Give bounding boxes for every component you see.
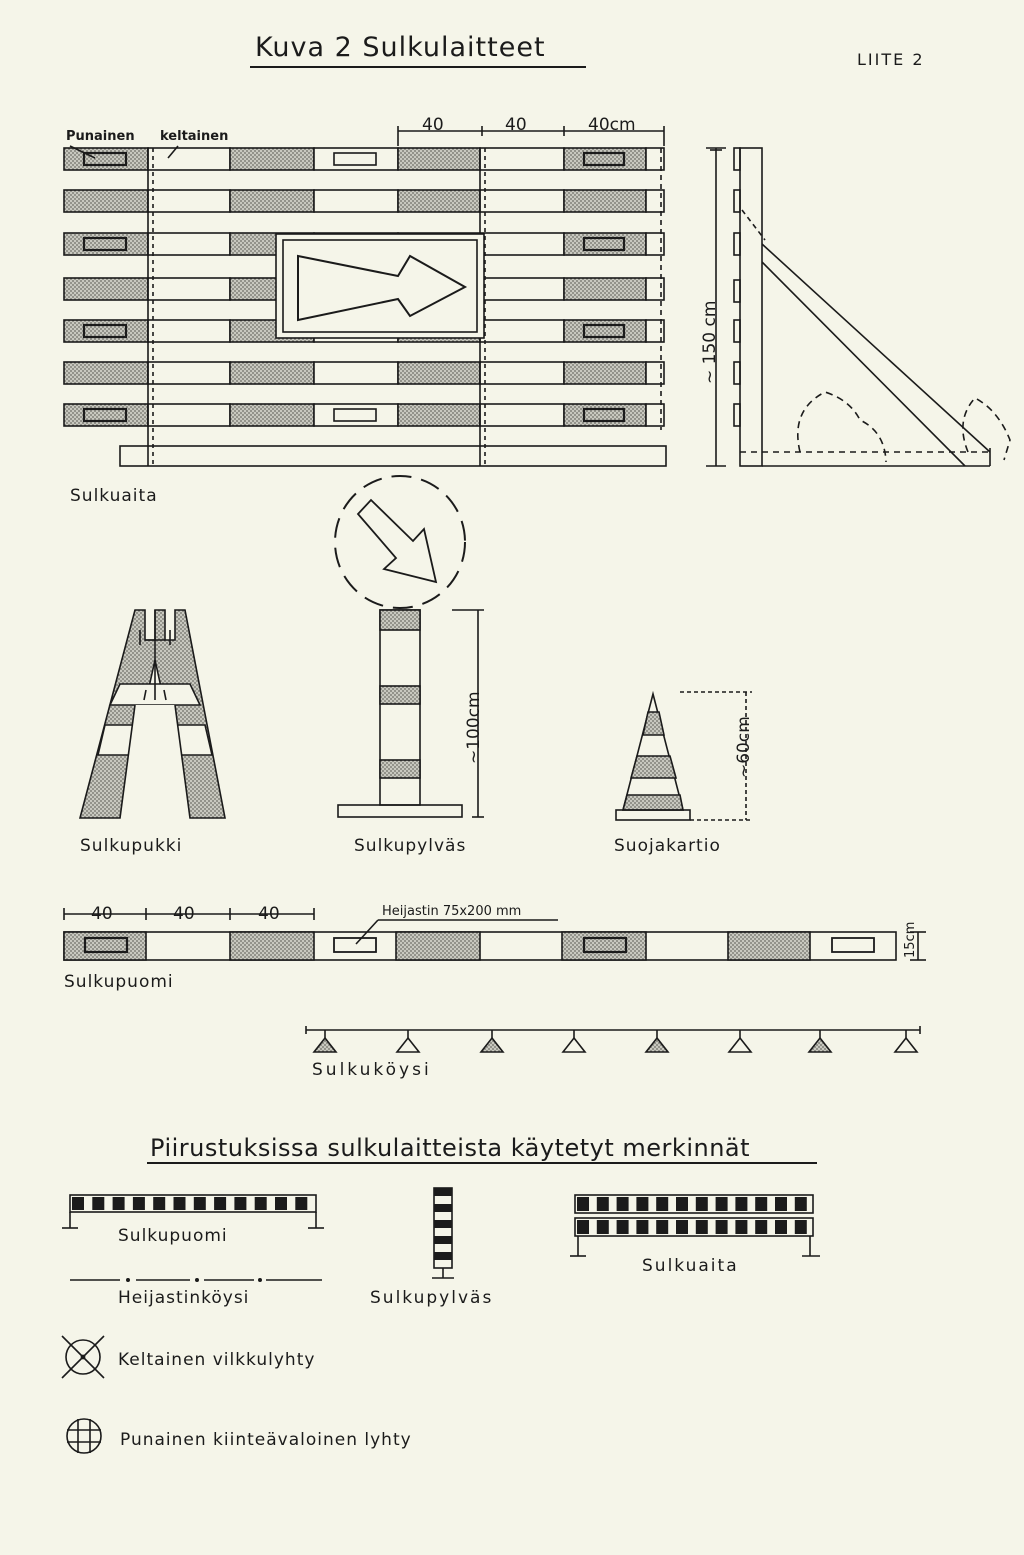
boom-caption: Sulkupuomi [64,972,174,992]
fence-dimension-3: 40cm [588,115,636,135]
page-title: Kuva 2 Sulkulaitteet [255,32,546,63]
trestle-caption: Sulkupukki [80,836,183,856]
yellow-flashing-light-icon [62,1336,104,1378]
rope-drawing [306,1026,920,1052]
rope-caption: Sulkuköysi [312,1060,432,1080]
boom-dimension-1: 40 [91,904,113,924]
legend-title: Piirustuksissa sulkulaitteista käytetyt merkinnät [150,1134,751,1162]
cone-drawing [616,692,752,820]
fence-caption: Sulkuaita [70,486,158,506]
fence-dimension-1: 40 [422,115,444,135]
legend-red-light-label: Punainen kiinteävaloinen lyhty [120,1430,412,1450]
legend-fence-label: Sulkuaita [642,1256,739,1276]
barrier-fence-drawing [64,126,1010,466]
legend-post-label: Sulkupylväs [370,1288,494,1308]
boom-height-label: 15cm [903,921,918,958]
fence-dimension-2: 40 [505,115,527,135]
cone-caption: Suojakartio [614,836,721,856]
post-caption: Sulkupylväs [354,836,467,856]
reflector-label: Heijastin 75x200 mm [382,904,522,919]
legend-boom-label: Sulkupuomi [118,1226,228,1246]
boom-dimension-2: 40 [173,904,195,924]
legend-yellow-light-label: Keltainen vilkkulyhty [118,1350,316,1370]
color-label-yellow: keltainen [160,129,229,144]
boom-dimension-3: 40 [258,904,280,924]
trestle-drawing [80,610,225,818]
legend-reflector-rope-label: Heijastinköysi [118,1288,250,1308]
title-underline [250,66,586,68]
post-height-label: ~100cm [464,691,484,764]
post-drawing [335,476,484,817]
red-fixed-light-icon [67,1419,101,1453]
fence-height-label: ~ 150 cm [700,300,720,384]
legend-title-underline [147,1162,817,1164]
cone-height-label: ~60cm [734,716,754,778]
color-label-red: Punainen [66,129,135,144]
appendix-label: LIITE 2 [857,50,925,69]
